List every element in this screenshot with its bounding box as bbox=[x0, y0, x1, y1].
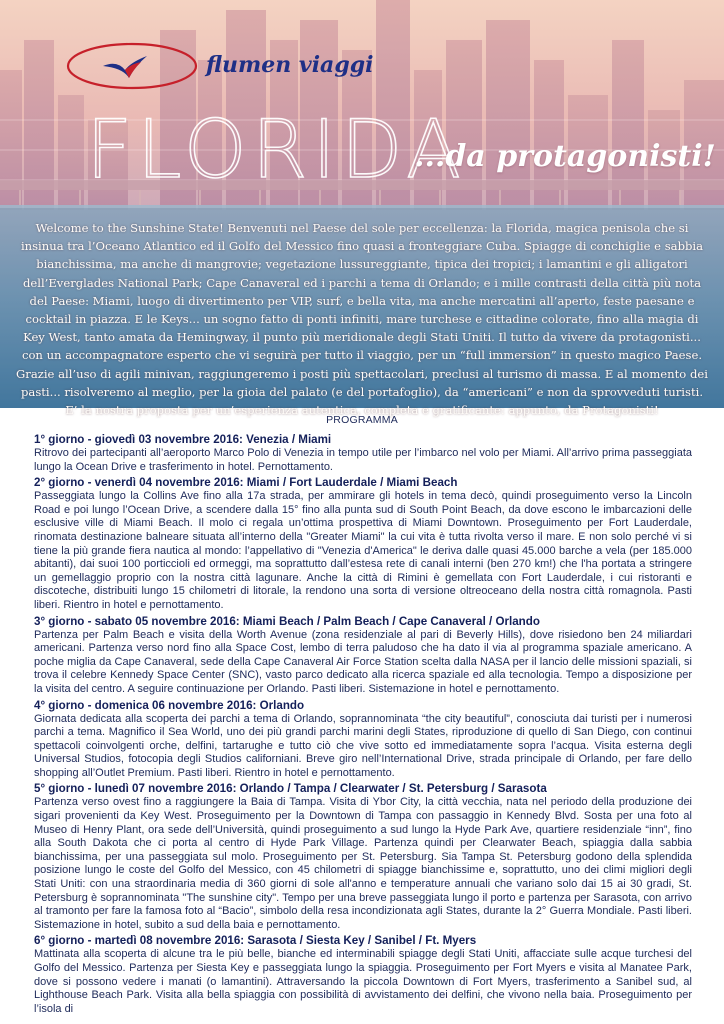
flumen-logo bbox=[65, 40, 200, 92]
day-title: 6° giorno - martedì 08 novembre 2016: Sarasota / Siesta Key / Sanibel / Ft. Myers bbox=[34, 934, 477, 948]
day-title: 5° giorno - lunedì 07 novembre 2016: Orlando / Tampa / Clearwater / St. Petersburg / Sarasota bbox=[34, 782, 547, 796]
day-text: Partenza per Palm Beach e visita della Worth Avenue (zona residenziale al pari di Beverly Hills), dove risiedono ben 24 miliardari americani. Partenza verso nord fino alla Space Cost, lembo di terra paludoso che ha dato il via al programma spaziale americano. A poche miglia da Cape Canaveral, sede della Cape Canaveral Air Force Station scelta dalla NASA per il lancio delle missioni spaziali, si trova il celebre Kennedy Space Center (SNC), vasto parco dedicato alla ricerca spaziale ed alla tecnologia. Tempo a disposizione per la visita del centro. A seguire continuazione per Orlando. Pasti liberi. Sistemazione in hotel e pernottamento. bbox=[34, 628, 692, 695]
day-3 bbox=[34, 615, 692, 697]
day-text: Giornata dedicata alla scoperta dei parchi a tema di Orlando, soprannominata “the city beautiful”, conosciuta dai turisti per i numerosi parchi a tema. Magnifico il Sea World, uno dei più grandi parchi marini degli States, riproduzione di quello di San Diego, con continui spettacoli coinvolgenti orche, delfini, tartarughe e tutto ciò che vive sotto ed immediatamente sopra l’acqua. Visita esterna degli Universal Studios, fotocopia degli Studios californiani. Breve giro nell’International Drive, strada principale di Orlando, per fare dello shopping all’Outlet Premium. Pasti liberi. Rientro in hotel e pernottamento. bbox=[34, 712, 692, 779]
day-text: Partenza verso ovest fino a raggiungere la Baia di Tampa. Visita di Ybor City, la città vecchia, nata nel periodo della produzione dei sigari provenienti da Key West. Proseguimento per la Downtown di Tampa con passaggio in Kennedy Blvd. Sosta per una foto al Museo di Henry Plant, ora sede dell’Università, quindi proseguimento a sud lungo la Hyde Park Ave, quartiere residenziale “inn”, fino alla South Dakota che ci porta al centro di Hyde Park Village. Partenza quindi per Clearwater Beach, spiaggia dalla sabbia bianchissima, per una passeggiata sul molo. Proseguimento per St. Petersburg. Sia Tampa St. Petersburg godono della splendida posizione lungo le coste del Golfo del Messico, con 45 chilometri di spiagge bianchissime e, soprattutto, uno dei climi migliori degli Stati Uniti: con una straordinaria media di 360 giorni di sole all'anno e temperature annuali che variano solo dai 15 ai 30 gradi, St. Petersburg è soprannominata "The sunshine city". Tempo per una breve passeggiata lungo il porto e partenza per Sarasota, con arrivo al tramonto per fare la famosa foto al “Bacio”, simbolo della resa incondizionata agli States, durante la 2° Guerra Mondiale. Pasti liberi. Sistemazione in hotel, subito a sud della baia e pernottamento. bbox=[34, 796, 692, 931]
intro-paragraph: Welcome to the Sunshine State! Benvenuti nel Paese del sole per eccellenza: la Florida, magica penisola che si insinua tra l’Oceano Atlantico ed il Golfo del Messico fino quasi a fronteggiare Cuba. Spiagge di conchiglie e sabbia bianchissima, ma anche di mangrovie; vegetazione lussureggiante, tipica dei tropici; i lamantini e gli alligatori dell’Everglades National Park; Cape Canaveral ed i parchi a tema di Orlando; e i mille contrasti della città più nota del Paese: Miami, luogo di divertimento per VIP, surf, e bella vita, ma anche mercatini all’aperto, feste paesane e cocktail in piazza. E le Keys... un sogno fatto di ponti infiniti, mare turchese e cittadine colorate, fino alla magia di Key West, tanto amata da Hemingway, il punto più meridionale degli Stati Uniti. Il tutto da vivere da protagonisti... con un accompagnatore esperto che vi seguirà per tutto il viaggio, per un “full immersion” in questo magico Paese. Grazie all’uso di agili minivan, raggiungeremo i posti più spettacolari, preclusi al turismo di massa. E al momento dei pasti... risolveremo al meglio, per la gioia del palato (e del portafoglio), da “americani” e non da sprovveduti turisti. E’ la nostra proposta per un’esperienza autentica, completa e gratificante: appunto, da Protagonisti! bbox=[16, 221, 708, 418]
day-title: 2° giorno - venerdì 04 novembre 2016: Miami / Fort Lauderdale / Miami Beach bbox=[34, 476, 458, 490]
day-6 bbox=[34, 934, 692, 1016]
day-text: Ritrovo dei partecipanti all’aeroporto Marco Polo di Venezia in tempo utile per l’imbarco nel volo per Miami. All’arrivo prima passeggiata lungo la Ocean Drive e trasferimento in hotel. Pernottamento. bbox=[34, 447, 692, 473]
day-4 bbox=[34, 699, 692, 781]
page-subtitle: ...da protagonisti! bbox=[414, 139, 716, 174]
brand-name: flumen viaggi bbox=[206, 52, 374, 78]
hero-banner bbox=[0, 0, 724, 418]
day-title: 1° giorno - giovedì 03 novembre 2016: Venezia / Miami bbox=[34, 433, 332, 446]
programma-heading: PROGRAMMA bbox=[326, 414, 398, 426]
day-1 bbox=[34, 433, 692, 474]
itinerary bbox=[34, 433, 692, 1018]
day-title: 4° giorno - domenica 06 novembre 2016: Orlando bbox=[34, 698, 305, 712]
page-title: FLORIDA bbox=[86, 103, 466, 196]
day-2 bbox=[34, 476, 692, 612]
day-text: Mattinata alla scoperta di alcune tra le più belle, bianche ed interminabili spiagge degli Stati Uniti, affacciate sulle acque turchesi del Golfo del Messico. Partenza per Siesta Key e passeggiata lungo la spiaggia. Proseguimento per Fort Myers e visita al Manatee Park, dove si possono vedere i manati (o lamantini). Attraversando la piccola Downtown di Fort Myers, trasferimento a Sanibel sud, al Lighthouse Beach Park. Visita alla bella spiaggia con possibilità di avvistamento dei delfini, che vivono nella baia. Proseguimento per l’isola di bbox=[34, 948, 692, 1015]
day-text: Passeggiata lungo la Collins Ave fino alla 17a strada, per ammirare gli hotels in tema decò, quindi proseguimento verso la Lincoln Road e poi lungo l’Ocean Drive, a scendere dalla 15° fino alla punta sud di South Point Beach, da dove escono le imbarcazioni delle esclusive ville di Miami Beach. Il molo ci regala un’ottima prospettiva di Miami Downtown. Proseguimento per Fort Lauderdale, rinomata destinazione balneare situata all’interno della "Greater Miami" la cui vita è tutta rivolta verso il mare. E non solo perché vi si tiene la più grande fiera nautica al mondo: l’appellativo di "Venezia d'America" le deriva dalle quasi 45.000 barche a vela (per 185.000 abitanti), dai suoi 100 porticcioli ed ormeggi, ma soprattutto dall’estesa rete di canali interni (ben 270 km!) che l'ha portata a stringere un gemellaggio proprio con la nostra città lagunare. Anche la città di Rimini è gemellata con Fort Lauderdale, i cui ristoranti e discoteche, distribuiti lungo 15 chilometri di litorale, la rendono una sorta di versione oltreoceano della nostra città romagnola. Pasti liberi. Rientro in hotel e pernottamento. bbox=[34, 490, 692, 611]
day-title: 3° giorno - sabato 05 novembre 2016: Miami Beach / Palm Beach / Cape Canaveral / Orlando bbox=[34, 614, 540, 628]
logo-swirl-icon bbox=[65, 40, 200, 92]
day-5 bbox=[34, 782, 692, 932]
